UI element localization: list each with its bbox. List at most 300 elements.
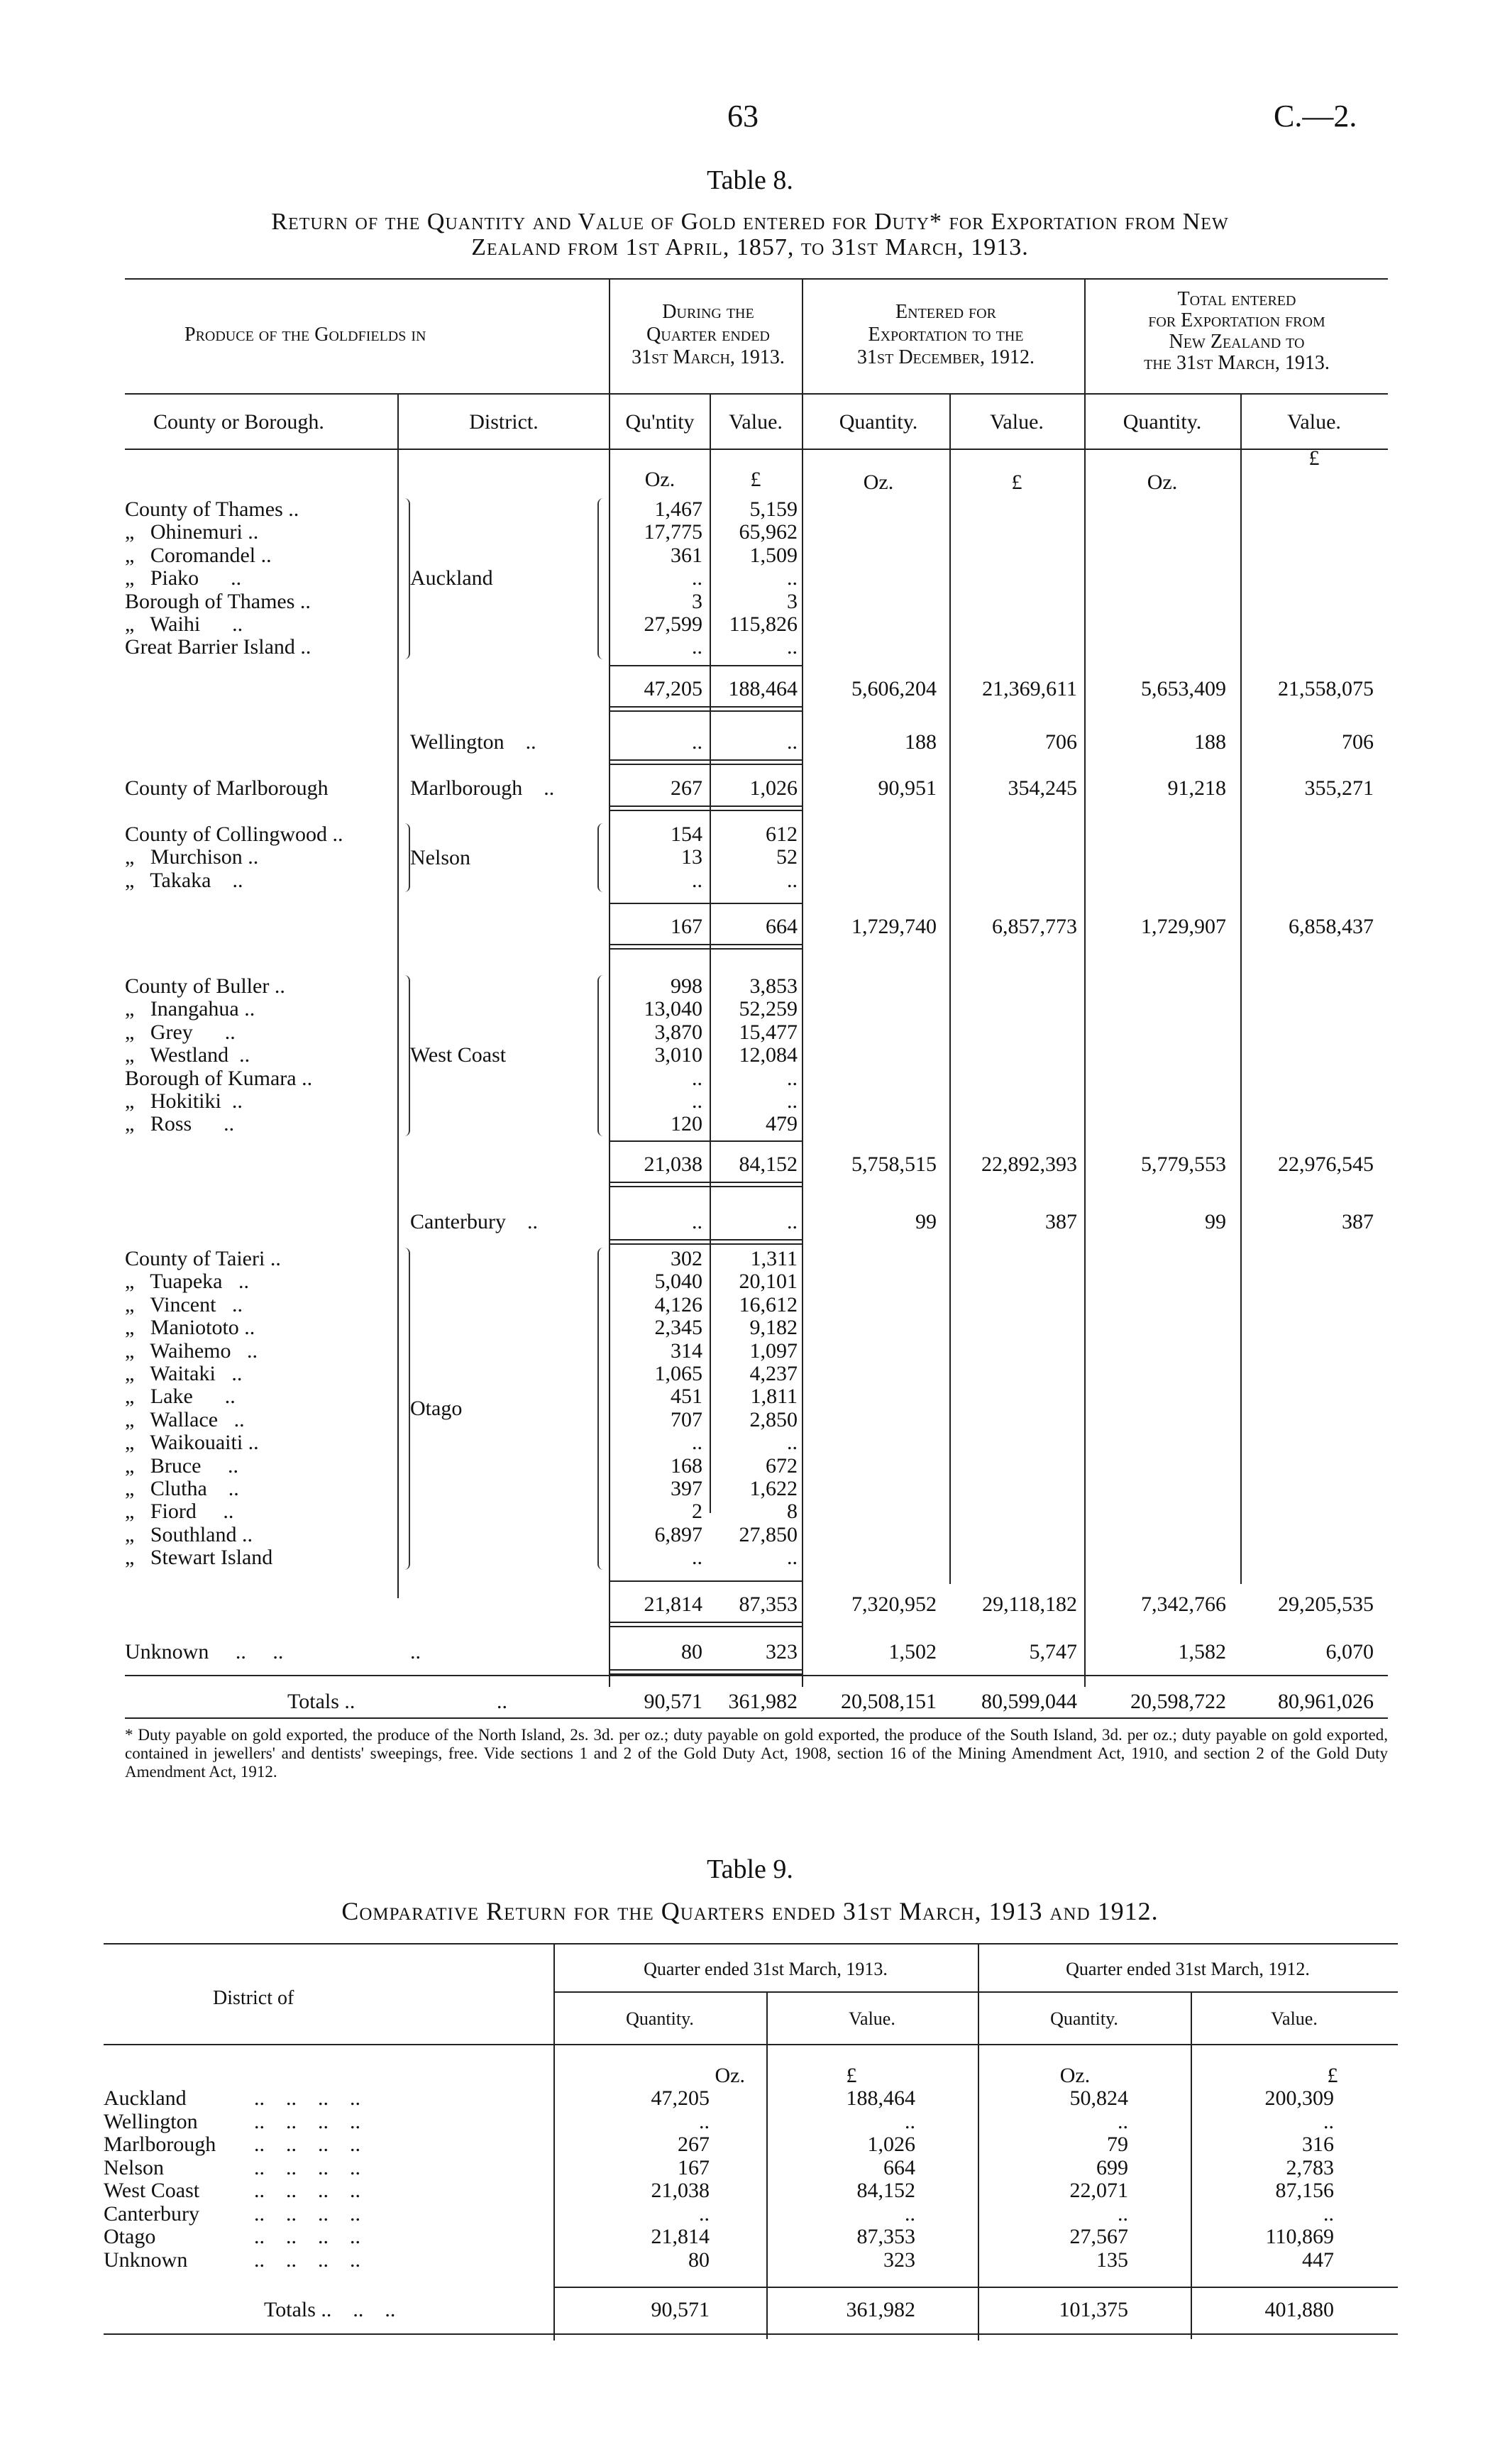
double-rule bbox=[609, 1243, 802, 1245]
quarter-value: .. bbox=[787, 635, 798, 659]
quantity-1912: .. bbox=[1118, 2109, 1128, 2133]
table9-header-bottom-rule bbox=[104, 2044, 1398, 2045]
county-name: County of Buller .. bbox=[125, 974, 285, 998]
totals-value-1913: 361,982 bbox=[846, 2298, 915, 2321]
quarter-value: 1,811 bbox=[750, 1385, 798, 1409]
total-value: 706 bbox=[1342, 730, 1374, 754]
quarter-quantity: 2 bbox=[692, 1500, 702, 1524]
total-value: 21,558,075 bbox=[1278, 677, 1374, 700]
district-brace bbox=[403, 823, 410, 892]
unit-oz: Oz. bbox=[1147, 471, 1178, 494]
quarter-quantity: 17,775 bbox=[644, 520, 702, 544]
quarter-quantity: 13,040 bbox=[644, 997, 702, 1021]
county-name: County of Taieri .. bbox=[125, 1247, 281, 1270]
county-name: „ Grey .. bbox=[125, 1020, 236, 1044]
total-quantity: 91,218 bbox=[1167, 776, 1226, 800]
county-name: „ Westland .. bbox=[125, 1043, 250, 1067]
subtotal-rule bbox=[609, 903, 802, 904]
entered-quantity: 1,502 bbox=[888, 1640, 937, 1663]
header-qty: Qu'ntity bbox=[625, 410, 695, 434]
quarter-quantity: 998 bbox=[671, 974, 702, 998]
table9-label: Table 9. bbox=[707, 1854, 793, 1884]
quarter-quantity: .. bbox=[692, 1546, 702, 1570]
quarter-quantity: 6,897 bbox=[654, 1522, 702, 1546]
county-name: „ Tuapeka .. bbox=[125, 1270, 249, 1294]
double-rule bbox=[609, 810, 802, 811]
leader-dots: .. .. .. .. bbox=[254, 2086, 360, 2110]
header-quarter-line: During the bbox=[662, 301, 754, 323]
quarter-quantity: 2,345 bbox=[654, 1316, 702, 1340]
district-brace bbox=[403, 498, 410, 659]
totals-quantity-1913: 90,571 bbox=[651, 2298, 710, 2321]
county-name: „ Inangahua .. bbox=[125, 997, 255, 1021]
subtotal-quarter-value: 323 bbox=[766, 1640, 798, 1663]
county-name: „ Lake .. bbox=[125, 1385, 236, 1409]
leader-dots: .. .. .. .. bbox=[254, 2179, 360, 2202]
value-1913: 1,026 bbox=[867, 2133, 915, 2156]
quarter-value: 3,853 bbox=[749, 974, 798, 998]
quarter-quantity: 397 bbox=[671, 1477, 702, 1500]
county-name: „ Clutha .. bbox=[125, 1477, 239, 1500]
subtotal-quarter-quantity: .. bbox=[692, 730, 702, 754]
district-name: Wellington .. bbox=[410, 730, 536, 754]
subtotal-rule bbox=[609, 1580, 802, 1582]
total-quantity: 7,342,766 bbox=[1141, 1593, 1226, 1616]
quarter-value: 20,101 bbox=[739, 1270, 798, 1294]
district-name: Unknown bbox=[104, 2248, 188, 2272]
quantity-1912: 27,567 bbox=[1069, 2225, 1128, 2248]
quarter-value: .. bbox=[787, 1546, 798, 1570]
quarter-quantity: .. bbox=[692, 566, 702, 590]
subtotal-quarter-quantity: 267 bbox=[671, 776, 702, 800]
header-quantity-1913: Quantity. bbox=[626, 2008, 694, 2029]
quarter-quantity: .. bbox=[692, 868, 702, 892]
unit-pound: £ bbox=[750, 468, 761, 491]
quantity-1912: 135 bbox=[1096, 2248, 1128, 2272]
quarter-value: 16,612 bbox=[739, 1292, 798, 1316]
county-name: „ Southland .. bbox=[125, 1522, 253, 1546]
column-rule bbox=[949, 393, 951, 1584]
quarter-value: 8 bbox=[787, 1500, 798, 1524]
county-name: „ Murchison .. bbox=[125, 845, 259, 869]
county-name: „ Fiord .. bbox=[125, 1500, 234, 1524]
quarter-quantity: 314 bbox=[671, 1338, 702, 1363]
quarter-quantity: 120 bbox=[671, 1112, 702, 1136]
subtotal-rule bbox=[609, 665, 802, 666]
entered-quantity: 90,951 bbox=[878, 776, 937, 800]
header-district-of: District of bbox=[213, 1987, 294, 2009]
header-total-value: Value. bbox=[1287, 410, 1341, 434]
value-1913: 87,353 bbox=[856, 2225, 915, 2248]
table9-totals-rule bbox=[553, 2287, 1398, 2288]
total-value: 355,271 bbox=[1304, 776, 1374, 800]
value-1912: .. bbox=[1323, 2201, 1334, 2226]
district-name: Auckland bbox=[410, 566, 493, 590]
entered-quantity: 1,729,740 bbox=[851, 915, 937, 938]
unit-pound: £ bbox=[1011, 471, 1022, 494]
quarter-value: 27,850 bbox=[739, 1522, 798, 1546]
district-brace bbox=[597, 1248, 605, 1570]
page-number: 63 bbox=[727, 99, 759, 133]
county-name: „ Waihemo .. bbox=[125, 1338, 258, 1363]
district-name: Nelson bbox=[104, 2155, 164, 2179]
leader-dots: .. .. .. .. bbox=[254, 2133, 360, 2156]
county-name: „ Maniototo .. bbox=[125, 1316, 255, 1340]
county-name: „ Takaka .. bbox=[125, 868, 243, 892]
county-name: Borough of Kumara .. bbox=[125, 1066, 313, 1090]
entered-value: 6,857,773 bbox=[992, 915, 1077, 938]
quarter-quantity: 361 bbox=[671, 543, 702, 567]
totals-district: .. bbox=[497, 1690, 507, 1713]
subtotal-quarter-value: 87,353 bbox=[739, 1593, 798, 1616]
district-name: Marlborough bbox=[104, 2133, 216, 2156]
totals-quantity-1912: 101,375 bbox=[1059, 2298, 1128, 2321]
header-county: County or Borough. bbox=[153, 410, 324, 434]
quantity-1912: .. bbox=[1118, 2201, 1128, 2226]
district-name: Otago bbox=[410, 1396, 463, 1420]
column-rule bbox=[802, 278, 803, 1687]
subtotal-quarter-value: 664 bbox=[766, 915, 798, 938]
entered-quantity: 5,758,515 bbox=[851, 1153, 937, 1176]
quantity-1913: 267 bbox=[678, 2133, 710, 2156]
quarter-value: 52 bbox=[776, 845, 798, 869]
column-rule bbox=[978, 1943, 979, 2341]
total-quantity: 99 bbox=[1205, 1210, 1226, 1233]
quarter-quantity: 1,467 bbox=[654, 497, 702, 521]
double-rule bbox=[609, 706, 802, 708]
value-1912: 87,156 bbox=[1275, 2179, 1334, 2202]
total-quantity: 188 bbox=[1194, 730, 1226, 754]
quarter-value: 479 bbox=[766, 1112, 798, 1136]
table8-label: Table 8. bbox=[707, 165, 793, 195]
quarter-quantity: 451 bbox=[671, 1385, 702, 1409]
quantity-1913: .. bbox=[699, 2109, 710, 2133]
total-quantity: 1,582 bbox=[1178, 1640, 1226, 1663]
header-total-line: New Zealand to bbox=[1169, 331, 1305, 353]
quarter-value: 9,182 bbox=[749, 1316, 798, 1340]
quarter-value: 612 bbox=[766, 823, 798, 846]
subtotal-quarter-value: 1,026 bbox=[749, 776, 798, 800]
quarter-quantity: 302 bbox=[671, 1247, 702, 1270]
double-rule bbox=[609, 1669, 802, 1671]
quarter-value: 5,159 bbox=[749, 497, 798, 521]
district-name: Nelson bbox=[410, 845, 470, 869]
header-entered-value: Value. bbox=[990, 410, 1044, 434]
value-1913: 323 bbox=[883, 2248, 915, 2272]
district-brace bbox=[403, 975, 410, 1136]
totals-total-value: 80,961,026 bbox=[1278, 1690, 1374, 1713]
quarter-quantity: 3,870 bbox=[654, 1020, 702, 1044]
header-quarter-line: Quarter ended bbox=[646, 324, 770, 346]
leader-dots: .. .. .. .. bbox=[254, 2248, 360, 2272]
county-name: „ Waitaki .. bbox=[125, 1362, 243, 1385]
quarter-value: 3 bbox=[787, 589, 798, 613]
quarter-value: 115,826 bbox=[729, 612, 798, 636]
subtotal-quarter-quantity: 21,038 bbox=[644, 1153, 702, 1176]
district-name: Canterbury .. bbox=[410, 1210, 538, 1233]
quarter-value: 1,622 bbox=[749, 1477, 798, 1500]
value-1913: 664 bbox=[883, 2155, 915, 2179]
leader-dots: .. .. .. .. bbox=[254, 2109, 360, 2133]
county-name: „ Hokitiki .. bbox=[125, 1089, 243, 1113]
double-rule bbox=[609, 944, 802, 945]
totals-top-rule bbox=[125, 1675, 1388, 1676]
district-name: Otago bbox=[104, 2225, 156, 2248]
quarter-value: 2,850 bbox=[749, 1407, 798, 1431]
county-name: County of Collingwood .. bbox=[125, 823, 343, 846]
table8-bottom-rule bbox=[125, 1717, 1388, 1719]
quarter-value: .. bbox=[787, 1066, 798, 1090]
quarter-value: .. bbox=[787, 868, 798, 892]
quantity-1913: 167 bbox=[678, 2155, 710, 2179]
quarter-quantity: .. bbox=[692, 1066, 702, 1090]
district-brace bbox=[403, 1248, 410, 1570]
double-rule bbox=[609, 759, 802, 761]
entered-quantity: 7,320,952 bbox=[851, 1593, 937, 1616]
quarter-value: 672 bbox=[766, 1453, 798, 1478]
header-quarter-line: 31st March, 1913. bbox=[632, 346, 785, 368]
entered-value: 22,892,393 bbox=[981, 1153, 1077, 1176]
subtotal-quarter-value: .. bbox=[787, 1210, 798, 1233]
quarter-value: 52,259 bbox=[739, 997, 798, 1021]
subtotal-quarter-quantity: 21,814 bbox=[644, 1593, 702, 1616]
quarter-quantity: 1,065 bbox=[654, 1362, 702, 1385]
quantity-1913: 80 bbox=[688, 2248, 710, 2272]
quarter-quantity: 4,126 bbox=[654, 1292, 702, 1316]
district-brace bbox=[597, 975, 605, 1136]
header-entered-quantity: Quantity. bbox=[839, 410, 918, 434]
totals-label: Totals .. bbox=[287, 1690, 355, 1713]
value-1913: 188,464 bbox=[846, 2086, 915, 2110]
county-name: „ Waihi .. bbox=[125, 612, 243, 636]
unit-oz: Oz. bbox=[1059, 2064, 1091, 2087]
quarter-quantity: 27,599 bbox=[644, 612, 702, 636]
quarter-quantity: .. bbox=[692, 1089, 702, 1113]
district-name: Marlborough .. bbox=[410, 776, 555, 800]
header-total-line: Total entered bbox=[1177, 288, 1296, 310]
quarter-value: 15,477 bbox=[739, 1020, 798, 1044]
double-rule bbox=[609, 1182, 802, 1183]
entered-quantity: 188 bbox=[905, 730, 937, 754]
unit-pound: £ bbox=[846, 2064, 857, 2087]
quarter-value: .. bbox=[787, 1089, 798, 1113]
total-quantity: 5,779,553 bbox=[1141, 1153, 1226, 1176]
header-bottom-rule bbox=[125, 449, 1388, 450]
header-value-1912: Value. bbox=[1271, 2008, 1318, 2029]
leader-dots: .. .. .. .. bbox=[254, 2225, 360, 2248]
value-1912: .. bbox=[1323, 2109, 1334, 2133]
quarter-value: 4,237 bbox=[749, 1362, 798, 1385]
double-rule bbox=[609, 764, 802, 765]
double-rule bbox=[609, 1186, 802, 1187]
header-produce: Produce of the Goldfields in bbox=[184, 324, 426, 346]
header-district: District. bbox=[469, 410, 539, 434]
county-name: County of Marlborough bbox=[125, 776, 329, 800]
header-q1912: Quarter ended 31st March, 1912. bbox=[1066, 1959, 1310, 1979]
table9-top-rule bbox=[104, 1943, 1398, 1945]
column-rule bbox=[553, 1943, 555, 2341]
unit-oz: Oz. bbox=[715, 2064, 745, 2087]
header-value: Value. bbox=[729, 410, 783, 434]
quarter-quantity: 5,040 bbox=[654, 1270, 702, 1294]
quarter-value: 1,509 bbox=[749, 543, 798, 567]
quantity-1912: 699 bbox=[1096, 2155, 1128, 2179]
county-name: „ Piako .. bbox=[125, 566, 242, 590]
quarter-value: .. bbox=[787, 566, 798, 590]
subtotal-quarter-value: .. bbox=[787, 730, 798, 754]
totals-value-1912: 401,880 bbox=[1264, 2298, 1334, 2321]
county-name: „ Coromandel .. bbox=[125, 543, 272, 567]
entered-value: 387 bbox=[1045, 1210, 1077, 1233]
value-1912: 316 bbox=[1302, 2133, 1334, 2156]
quantity-1913: 21,814 bbox=[651, 2225, 710, 2248]
column-rule bbox=[1240, 393, 1242, 1584]
header-divider bbox=[125, 393, 1388, 395]
table8-title-line2: Zealand from 1st April, 1857, to 31st March, 1913. bbox=[471, 234, 1029, 260]
quarter-value: 1,311 bbox=[750, 1247, 798, 1270]
county-name: „ Ross .. bbox=[125, 1112, 235, 1136]
double-rule bbox=[609, 710, 802, 712]
quarter-quantity: 707 bbox=[671, 1407, 702, 1431]
county-name: County of Thames .. bbox=[125, 497, 299, 521]
district-name: West Coast bbox=[410, 1043, 507, 1067]
county-name: Unknown .. .. bbox=[125, 1640, 284, 1663]
double-rule bbox=[609, 1626, 802, 1627]
quarter-value: .. bbox=[787, 1431, 798, 1455]
value-1912: 200,309 bbox=[1264, 2086, 1334, 2110]
entered-quantity: 99 bbox=[915, 1210, 937, 1233]
footnote: * Duty payable on gold exported, the produce of the North Island, 2s. 3d. per oz.; duty payable on gold exported, the produce of the South Island, 3d. per oz.; duty payable on gold exported, contained in jewellers' and dentists' sweepings, free. Vide sections 1 and 2 of the Gold Duty Act, 1908, section 16 of the Mining Amendment Act, 1910, and section 2 of the Gold Duty Amendment Act, 1912. bbox=[125, 1726, 1388, 1781]
quarter-quantity: 168 bbox=[671, 1453, 702, 1478]
quantity-1912: 22,071 bbox=[1069, 2179, 1128, 2202]
entered-value: 29,118,182 bbox=[982, 1593, 1077, 1616]
totals-quarter-quantity: 90,571 bbox=[644, 1690, 702, 1713]
header-entered-line: Exportation to the bbox=[868, 324, 1024, 346]
totals-label: Totals .. .. .. bbox=[264, 2298, 396, 2321]
table9-bottom-rule bbox=[104, 2333, 1398, 2335]
total-quantity: 5,653,409 bbox=[1141, 677, 1226, 700]
entered-value: 21,369,611 bbox=[982, 677, 1077, 700]
header-quantity-1912: Quantity. bbox=[1050, 2008, 1118, 2029]
quarter-quantity: .. bbox=[692, 635, 702, 659]
county-name: „ Wallace .. bbox=[125, 1407, 245, 1431]
subtotal-quarter-value: 84,152 bbox=[739, 1153, 798, 1176]
subtotal-quarter-value: 188,464 bbox=[728, 677, 798, 700]
district-name: Auckland bbox=[104, 2086, 187, 2110]
header-total-line: the 31st March, 1913. bbox=[1144, 352, 1330, 374]
leader-dots: .. .. .. .. bbox=[254, 2201, 360, 2226]
totals-total-quantity: 20,598,722 bbox=[1130, 1690, 1226, 1713]
leader-dots: .. .. .. .. bbox=[254, 2155, 360, 2179]
value-1912: 447 bbox=[1302, 2248, 1334, 2272]
table8-top-rule bbox=[125, 278, 1388, 280]
quarter-quantity: 3,010 bbox=[654, 1043, 702, 1067]
unit-pound: £ bbox=[1327, 2064, 1338, 2087]
district-brace bbox=[597, 823, 605, 892]
quarter-value: 65,962 bbox=[739, 520, 798, 544]
subtotal-rule bbox=[609, 1140, 802, 1142]
quarter-value: 12,084 bbox=[739, 1043, 798, 1067]
unit-pound: £ bbox=[1308, 446, 1320, 470]
quantity-1913: 21,038 bbox=[651, 2179, 710, 2202]
header-entered-line: 31st December, 1912. bbox=[856, 346, 1035, 368]
county-name: „ Ohinemuri .. bbox=[125, 520, 259, 544]
header-q1913: Quarter ended 31st March, 1913. bbox=[644, 1959, 888, 1979]
double-rule bbox=[609, 1622, 802, 1623]
value-1913: .. bbox=[905, 2109, 915, 2133]
district-brace bbox=[597, 498, 605, 659]
totals-quarter-value: 361,982 bbox=[728, 1690, 798, 1713]
header-entered-line: Entered for bbox=[895, 301, 996, 323]
double-rule bbox=[609, 948, 802, 950]
entered-value: 5,747 bbox=[1029, 1640, 1077, 1663]
quarter-quantity: 154 bbox=[671, 823, 702, 846]
quarter-quantity: 3 bbox=[692, 589, 702, 613]
total-value: 6,070 bbox=[1325, 1640, 1374, 1663]
subtotal-quarter-quantity: .. bbox=[692, 1210, 702, 1233]
double-rule bbox=[609, 1239, 802, 1241]
double-rule bbox=[609, 805, 802, 807]
totals-entered-value: 80,599,044 bbox=[981, 1690, 1077, 1713]
county-name: „ Vincent .. bbox=[125, 1292, 243, 1316]
county-name: Borough of Thames .. bbox=[125, 589, 311, 613]
subtotal-quarter-quantity: 47,205 bbox=[644, 677, 702, 700]
quarter-quantity: .. bbox=[692, 1431, 702, 1455]
quantity-1912: 79 bbox=[1107, 2133, 1128, 2156]
county-name: „ Waikouaiti .. bbox=[125, 1431, 259, 1455]
district-name: Canterbury bbox=[104, 2201, 199, 2226]
totals-entered-quantity: 20,508,151 bbox=[841, 1690, 937, 1713]
county-name: „ Bruce .. bbox=[125, 1453, 238, 1478]
entered-value: 706 bbox=[1045, 730, 1077, 754]
district-name: .. bbox=[410, 1640, 421, 1663]
header-total-quantity: Quantity. bbox=[1123, 410, 1202, 434]
county-name: „ Stewart Island bbox=[125, 1546, 273, 1570]
value-1913: .. bbox=[905, 2201, 915, 2226]
value-1913: 84,152 bbox=[856, 2179, 915, 2202]
column-rule bbox=[397, 393, 399, 1598]
quantity-1913: 47,205 bbox=[651, 2086, 710, 2110]
total-value: 387 bbox=[1342, 1210, 1374, 1233]
quantity-1912: 50,824 bbox=[1069, 2086, 1128, 2110]
column-rule bbox=[1084, 278, 1086, 1687]
page-reference: C.—2. bbox=[1274, 99, 1357, 133]
quarter-quantity: 13 bbox=[681, 845, 702, 869]
header-total-line: for Exportation from bbox=[1148, 309, 1325, 331]
district-name: Wellington bbox=[104, 2109, 198, 2133]
subtotal-quarter-quantity: 80 bbox=[681, 1640, 702, 1663]
total-value: 29,205,535 bbox=[1278, 1593, 1374, 1616]
value-1912: 110,869 bbox=[1265, 2225, 1334, 2248]
quantity-1913: .. bbox=[699, 2201, 710, 2226]
entered-quantity: 5,606,204 bbox=[851, 677, 937, 700]
district-name: West Coast bbox=[104, 2179, 200, 2202]
unit-oz: Oz. bbox=[863, 471, 894, 494]
header-value-1913: Value. bbox=[849, 2008, 895, 2029]
table9-header-divider bbox=[553, 1991, 1398, 1993]
table9-title: Comparative Return for the Quarters ended 31st March, 1913 and 1912. bbox=[341, 1897, 1159, 1925]
entered-value: 354,245 bbox=[1008, 776, 1077, 800]
table8-title-line1: Return of the Quantity and Value of Gold entered for Duty* for Exportation from New bbox=[271, 209, 1229, 235]
quarter-value: 1,097 bbox=[749, 1338, 798, 1363]
subtotal-quarter-quantity: 167 bbox=[671, 915, 702, 938]
unit-oz: Oz. bbox=[644, 468, 675, 491]
total-value: 6,858,437 bbox=[1289, 915, 1374, 938]
value-1912: 2,783 bbox=[1286, 2155, 1334, 2179]
total-value: 22,976,545 bbox=[1278, 1153, 1374, 1176]
total-quantity: 1,729,907 bbox=[1141, 915, 1226, 938]
county-name: Great Barrier Island .. bbox=[125, 635, 311, 659]
